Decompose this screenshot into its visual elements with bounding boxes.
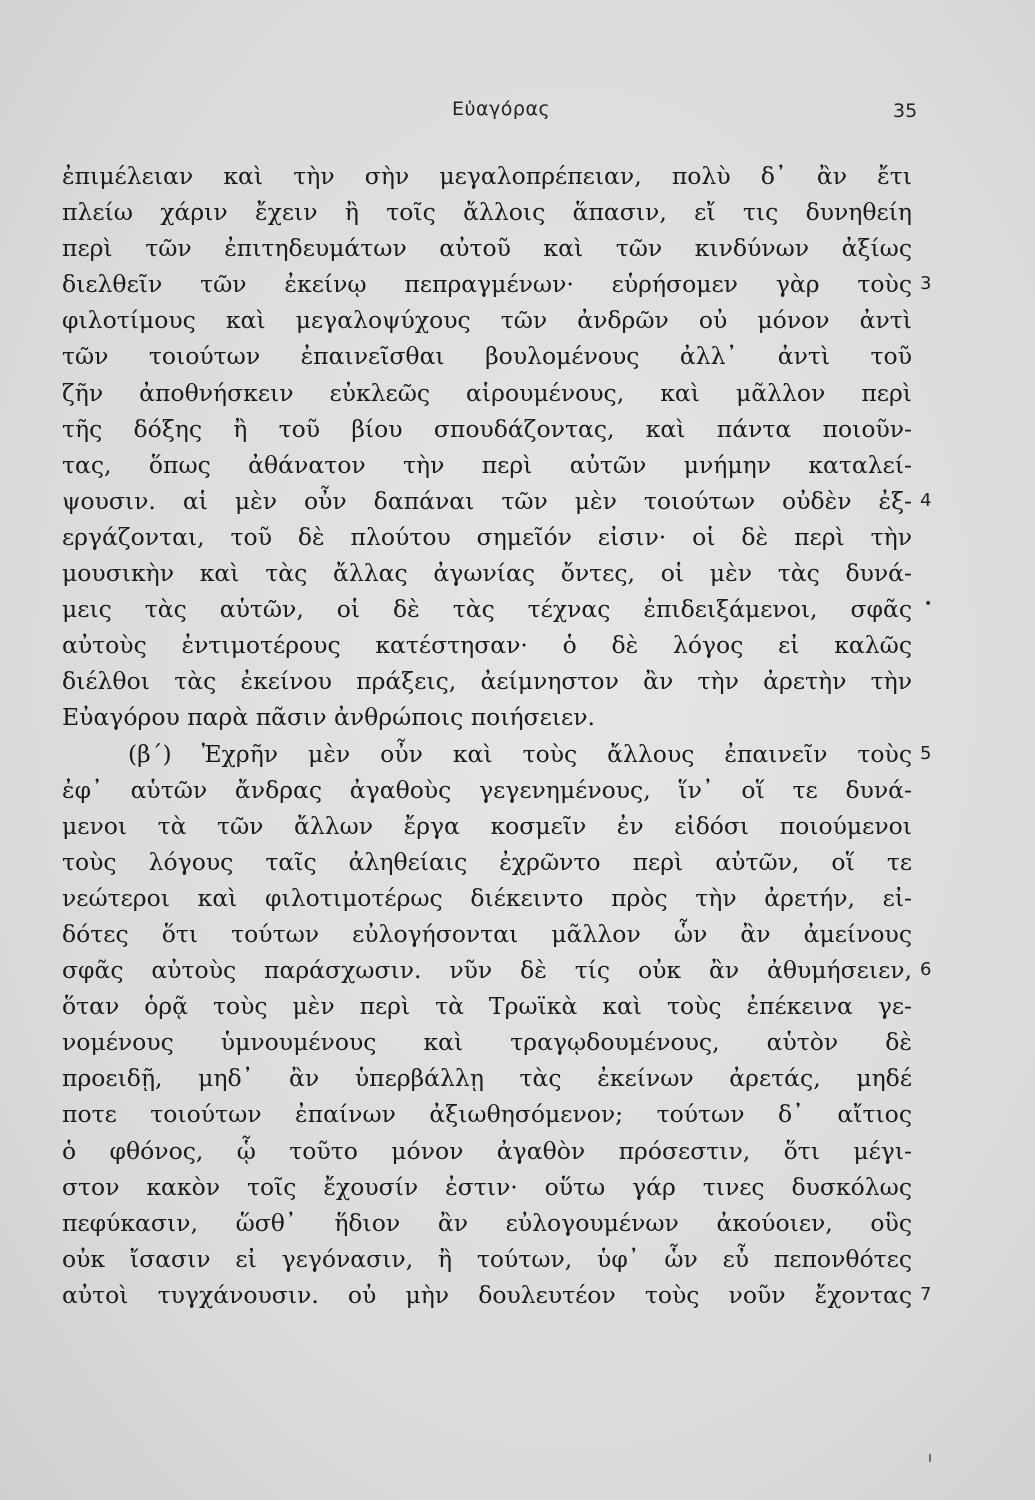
line-text: εργάζονται, τοῦ δὲ πλούτου σημεῖόν εἰσιν· οἱ δὲ περὶ τὴν	[62, 522, 912, 551]
text-line	[62, 1169, 912, 1205]
line-text: τας, ὅπως ἀθάνατον τὴν περὶ αὐτῶν μνήμην καταλεί-	[62, 450, 912, 479]
line-text: τῶν τοιούτων ἐπαινεῖσθαι βουλομένους ἀλλ᾿ ἀντὶ τοῦ	[62, 342, 912, 371]
line-text: τῆς δόξης ἢ τοῦ βίου σπουδάζοντας, καὶ πάντα ποιοῦν-	[62, 414, 912, 443]
line-text: τοὺς λόγους ταῖς ἀληθείαις ἐχρῶντο περὶ αὐτῶν, οἵ τε	[62, 847, 912, 876]
text-line	[62, 988, 912, 1024]
text-line	[62, 1096, 912, 1132]
text-line	[62, 194, 912, 230]
line-text: αὐτοὶ τυγχάνουσιν. οὐ μὴν δουλευτέον τοὺς νοῦν ἔχοντας	[62, 1280, 912, 1309]
text-line	[62, 916, 912, 952]
line-text: (β΄) Ἐχρῆν μὲν οὖν καὶ τοὺς ἄλλους ἐπαινεῖν τοὺς	[128, 739, 912, 768]
section-margin-number: 7	[920, 1283, 932, 1305]
line-text: στον κακὸν τοῖς ἔχουσίν ἐστιν· οὕτω γάρ τινες δυσκόλως	[62, 1172, 912, 1201]
line-text: σφᾶς αὐτοὺς παράσχωσιν. νῦν δὲ τίς οὐκ ἂν ἀθυμήσειεν,	[62, 956, 912, 985]
text-line	[62, 1133, 912, 1169]
line-text: πλείω χάριν ἔχειν ἢ τοῖς ἄλλοις ἅπασιν, εἴ τις δυνηθείη	[62, 198, 912, 227]
text-line	[62, 736, 932, 772]
text-line	[62, 158, 912, 194]
line-text: ἐφ᾿ αὑτῶν ἄνδρας ἀγαθοὺς γεγενημένους, ἵν᾿ οἵ τε δυνά-	[62, 775, 912, 804]
text-line	[62, 266, 932, 302]
text-line	[62, 555, 912, 591]
text-line	[62, 663, 912, 699]
line-text: Εὐαγόρου παρὰ πᾶσιν ἀνθρώποις ποιήσειεν.	[62, 703, 595, 732]
line-text: ἐπιμέλειαν καὶ τὴν σὴν μεγαλοπρέπειαν, πολὺ δ᾿ ἂν ἔτι	[62, 162, 912, 190]
line-text: ζῆν ἀποθνήσκειν εὐκλεῶς αἱρουμένους, καὶ μᾶλλον περὶ	[62, 378, 912, 407]
section-margin-number: 6	[920, 959, 932, 981]
text-line	[62, 1205, 912, 1241]
text-line	[62, 772, 912, 808]
line-text: οὐκ ἴσασιν εἰ γεγόνασιν, ἢ τούτων, ὑφ᾿ ὧν εὖ πεπονθότες	[62, 1244, 912, 1273]
text-line	[62, 230, 912, 266]
text-line	[62, 483, 932, 519]
line-text: νομένους ὑμνουμένους καὶ τραγῳδουμένους, αὑτὸν δὲ	[62, 1028, 912, 1057]
line-text: ψουσιν. αἱ μὲν οὖν δαπάναι τῶν μὲν τοιούτων οὐδὲν ἐξ-	[62, 486, 912, 515]
text-line	[62, 447, 912, 483]
text-line	[62, 375, 912, 411]
text-line	[62, 880, 912, 916]
line-text: ποτε τοιούτων ἐπαίνων ἀξιωθησόμενον; τούτων δ᾿ αἴτιος	[62, 1100, 912, 1129]
line-text: νεώτεροι καὶ φιλοτιμοτέρως διέκειντο πρὸς τὴν ἀρετήν, εἰ-	[62, 883, 912, 912]
stray-tick-mark: ı	[928, 1450, 932, 1466]
line-text: περὶ τῶν ἐπιτηδευμάτων αὐτοῦ καὶ τῶν κινδύνων ἀξίως	[62, 234, 912, 263]
text-line	[62, 591, 912, 627]
line-text: ὁ φθόνος, ᾧ τοῦτο μόνον ἀγαθὸν πρόσεστιν, ὅτι μέγι-	[62, 1136, 912, 1165]
line-text: πεφύκασιν, ὥσθ᾿ ἥδιον ἂν εὐλογουμένων ἀκούοιεν, οὓς	[62, 1208, 912, 1237]
text-line	[62, 1277, 932, 1313]
text-line	[62, 1024, 912, 1060]
stray-dot-mark: •	[924, 596, 933, 612]
text-line	[62, 627, 912, 663]
text-line	[62, 1060, 912, 1096]
text-line	[62, 699, 912, 735]
text-line	[62, 338, 912, 374]
text-line	[62, 302, 912, 338]
line-text: διέλθοι τὰς ἐκείνου πράξεις, ἀείμνηστον ἂν τὴν ἀρετὴν τὴν	[62, 667, 912, 696]
line-text: διελθεῖν τῶν ἐκείνῳ πεπραγμένων· εὑρήσομεν γὰρ τοὺς	[62, 270, 912, 299]
line-text: μουσικὴν καὶ τὰς ἄλλας ἀγωνίας ὄντες, οἱ μὲν τὰς δυνά-	[62, 559, 912, 588]
text-line	[62, 952, 932, 988]
line-text: ὅταν ὁρᾷ τοὺς μὲν περὶ τὰ Τρωϊκὰ καὶ τοὺς ἐπέκεινα γε-	[62, 992, 912, 1021]
running-header	[0, 98, 1035, 128]
text-line	[62, 519, 912, 555]
line-text: φιλοτίμους καὶ μεγαλοψύχους τῶν ἀνδρῶν οὐ μόνον ἀντὶ	[62, 306, 912, 335]
section-margin-number: 4	[920, 489, 932, 511]
line-text: μεις τὰς αὑτῶν, οἱ δὲ τὰς τέχνας ἐπιδειξάμενοι, σφᾶς	[62, 595, 912, 624]
line-text: αὐτοὺς ἐντιμοτέρους κατέστησαν· ὁ δὲ λόγος εἰ καλῶς	[62, 631, 912, 660]
body-text	[62, 158, 932, 1313]
text-line	[62, 411, 912, 447]
line-text: δότες ὅτι τούτων εὐλογήσονται μᾶλλον ὧν ἂν ἀμείνους	[62, 919, 912, 948]
line-text: μενοι τὰ τῶν ἄλλων ἔργα κοσμεῖν ἐν εἰδόσι ποιούμενοι	[62, 811, 912, 840]
text-line	[62, 808, 912, 844]
page-number: 35	[893, 100, 918, 122]
running-title: Εὐαγόρας	[452, 98, 551, 120]
text-line	[62, 844, 912, 880]
text-line	[62, 1241, 912, 1277]
section-margin-number: 5	[920, 742, 932, 764]
section-margin-number: 3	[920, 273, 932, 295]
line-text: προειδῇ, μηδ᾿ ἂν ὑπερβάλλῃ τὰς ἐκείνων ἀρετάς, μηδέ	[62, 1064, 912, 1093]
